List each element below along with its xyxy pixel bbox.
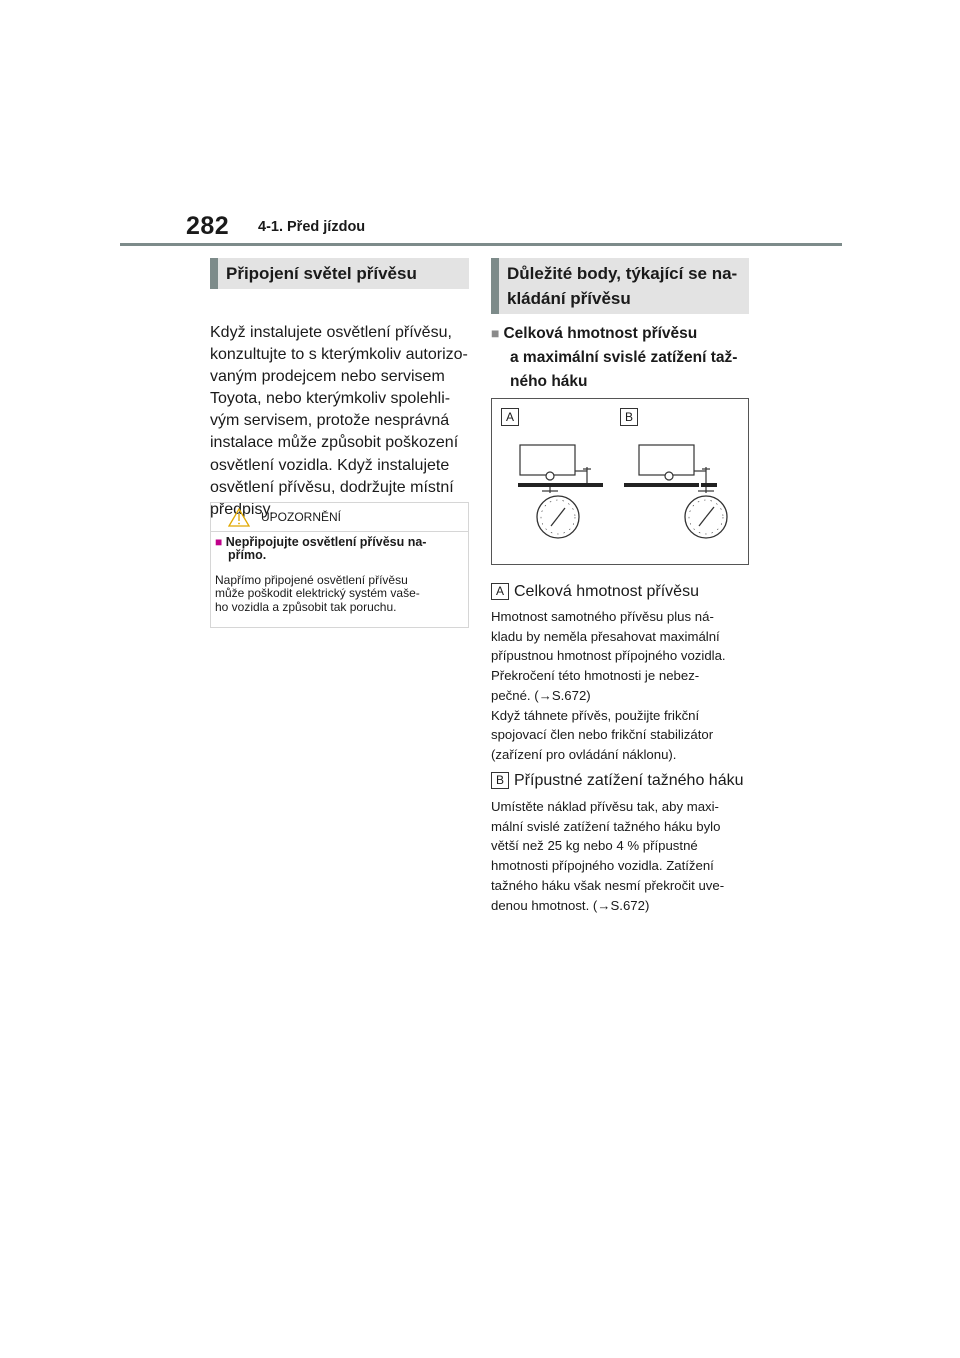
- trailer-lights-paragraph: [210, 322, 472, 521]
- trailer-weight-figure: [491, 398, 749, 565]
- item-label-a: A: [491, 583, 509, 600]
- item-text-line: hmotnosti přípojného vozidla. Zatížení: [491, 858, 714, 874]
- trailer-on-scale-icon: [518, 445, 603, 493]
- subsection-heading: [491, 321, 753, 394]
- paragraph-line: instalace může způsobit poškození: [210, 434, 459, 452]
- subsection-line: a maximální svislé zatížení taž-: [510, 349, 738, 366]
- gauge-icon: [537, 496, 579, 538]
- figure-label-a: A: [501, 408, 519, 426]
- item-text-line: mální svislé zatížení tažného háku bylo: [491, 818, 721, 834]
- item-text-line: Překročení této hmotnosti je nebez-: [491, 668, 700, 684]
- warning-header: [211, 503, 468, 532]
- item-a-text: [491, 607, 753, 765]
- trailer-scale-illustration: [492, 399, 748, 564]
- section-title-text: [507, 261, 737, 311]
- section-title-line: Důležité body, týkající se na-: [507, 264, 738, 283]
- page-number: 282: [186, 212, 230, 240]
- item-text-line: větší než 25 kg nebo 4 % přípustné: [491, 838, 698, 854]
- header-divider: [120, 243, 842, 246]
- item-b-title: Přípustné zatížení tažného háku: [514, 772, 744, 789]
- item-a-heading: [491, 581, 699, 603]
- item-text-line: tažného háku však nesmí překročit uve-: [491, 877, 725, 893]
- item-text-line: Hmotnost samotného přívěsu plus ná-: [491, 609, 714, 624]
- item-text-line: spojovací člen nebo frikční stabilizátor: [491, 727, 714, 743]
- warning-heading-line: Nepřipojujte osvětlení přívěsu na-: [225, 535, 427, 549]
- warning-text-line: Napřímo připojené osvětlení přívěsu: [215, 573, 408, 587]
- item-text-line: kladu by neměla přesahovat maximální: [491, 628, 720, 644]
- item-text-line: denou hmotnost. (→S.672): [491, 897, 650, 913]
- warning-heading-line: přímo.: [228, 548, 267, 562]
- item-text-line: Umístěte náklad přívěsu tak, aby maxi-: [491, 799, 719, 814]
- warning-triangle-icon: [228, 508, 250, 527]
- subsection-line: ného háku: [510, 373, 588, 390]
- item-text-line: (zařízení pro ovládání náklonu).: [491, 746, 677, 762]
- item-b-heading: [491, 770, 743, 792]
- square-bullet-icon: ■: [491, 325, 500, 341]
- item-a-title: Celková hmotnost přívěsu: [514, 583, 699, 600]
- warning-title: UPOZORNĚNÍ: [261, 510, 342, 524]
- paragraph-line: Toyota, nebo kterýmkoliv spolehli-: [210, 390, 451, 408]
- section-title-text: Připojení světel přívěsu: [226, 264, 417, 283]
- paragraph-line: osvětlení vozidla. Když instalujete: [210, 456, 450, 474]
- paragraph-line: vaným prodejcem nebo servisem: [210, 368, 445, 386]
- warning-text-line: ho vozidla a způsobit tak poruchu.: [215, 599, 397, 614]
- item-text-line: Když táhnete přívěs, použijte frikční: [491, 707, 700, 723]
- item-b-text: [491, 797, 753, 915]
- section-title-trailer-lights: [210, 258, 469, 289]
- warning-text-line: může poškodit elektrický systém vaše-: [215, 586, 420, 601]
- paragraph-line: osvětlení přívěsu, dodržujte místní: [210, 478, 454, 496]
- item-text-line: pečné. (→S.672): [491, 687, 591, 703]
- section-title-trailer-loading: [491, 258, 749, 314]
- paragraph-line: vým servisem, protože nesprávná: [210, 412, 450, 430]
- paragraph-line: Když instalujete osvětlení přívěsu,: [210, 324, 452, 341]
- paragraph-line: konzultujte to s kterýmkoliv autorizo-: [210, 346, 468, 364]
- subsection-line: Celková hmotnost přívěsu: [503, 325, 698, 342]
- trailer-tongue-scale-icon: [624, 445, 717, 493]
- warning-box: [210, 502, 469, 628]
- figure-label-b: B: [620, 408, 638, 426]
- gauge-icon: [685, 496, 727, 538]
- chapter-title: 4-1. Před jízdou: [258, 219, 366, 235]
- warning-text: [215, 574, 467, 614]
- square-bullet-icon: ■: [215, 535, 223, 549]
- warning-heading: [215, 536, 465, 562]
- section-title-line: kládání přívěsu: [507, 289, 631, 308]
- item-text-line: přípustnou hmotnost přípojného vozidla.: [491, 648, 726, 664]
- paragraph-line: předpisy.: [210, 500, 274, 518]
- item-label-b: B: [491, 772, 509, 789]
